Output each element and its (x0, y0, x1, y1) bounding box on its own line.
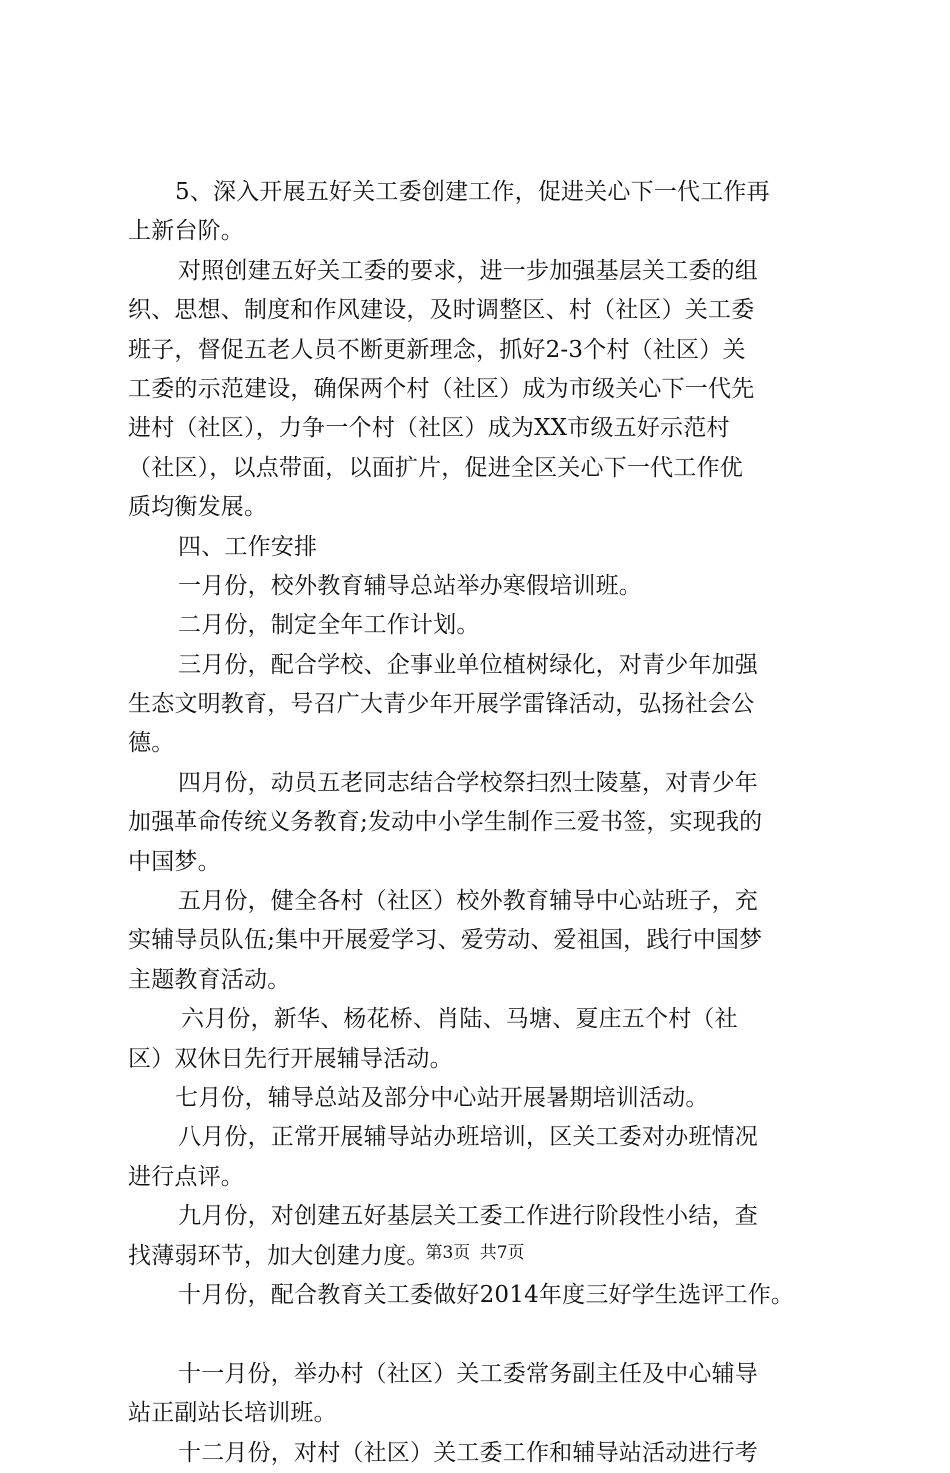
paragraph-line: 加强革命传统义务教育;发动中小学生制作三爱书签，实现我的 (128, 809, 763, 836)
paragraph-line: 九月份，对创建五好基层关工委工作进行阶段性小结，查 (178, 1203, 758, 1230)
section-heading: 四、工作安排 (178, 533, 318, 560)
page-total: 共7页 (479, 1243, 525, 1263)
paragraph-line: 进村（社区），力争一个村（社区）成为XX市级五好示范村 (128, 415, 730, 442)
paragraph-line: 四月份，动员五老同志结合学校祭扫烈士陵墓，对青少年 (178, 769, 758, 796)
paragraph-line: 上新台阶。 (128, 218, 244, 245)
paragraph-line: 德。 (128, 730, 175, 757)
paragraph-line: 找薄弱环节，加大创建力度。 (128, 1242, 430, 1269)
paragraph-line: 七月份，辅导总站及部分中心站开展暑期培训活动。 (175, 1084, 709, 1111)
page-number: 第3页 (425, 1243, 471, 1263)
paragraph-line: 工委的示范建设，确保两个村（社区）成为市级关心下一代先 (128, 375, 755, 402)
blank-line (128, 1315, 838, 1354)
paragraph-line: （社区），以点带面，以面扩片，促进全区关心下一代工作优 (128, 454, 743, 481)
paragraph-line: 进行点评。 (128, 1163, 244, 1190)
paragraph-line: 八月份，正常开展辅导站办班培训，区关工委对办班情况 (178, 1124, 758, 1151)
paragraph-line: 三月份，配合学校、企事业单位植树绿化，对青少年加强 (178, 651, 758, 678)
paragraph-line: 中国梦。 (128, 848, 221, 875)
paragraph-line: 实辅导员队伍;集中开展爱学习、爱劳动、爱祖国，践行中国梦 (128, 927, 763, 954)
paragraph-line: 六月份，新华、杨花桥、肖陆、马塘、夏庄五个村（社 (181, 1006, 738, 1033)
paragraph-line: 对照创建五好关工委的要求，进一步加强基层关工委的组 (178, 257, 758, 284)
paragraph-line: 织、思想、制度和作风建设，及时调整区、村（社区）关工委 (128, 297, 755, 324)
paragraph-line: 班子，督促五老人员不断更新理念，抓好2-3个村（社区）关 (128, 336, 746, 363)
page-footer (0, 1241, 950, 1265)
paragraph-line: 站正副站长培训班。 (128, 1400, 337, 1427)
paragraph-line: 十一月份，举办村（社区）关工委常务副主任及中心辅导 (178, 1360, 758, 1387)
paragraph-line: 主题教育活动。 (128, 966, 291, 993)
paragraph-line: 一月份，校外教育辅导总站举办寒假培训班。 (178, 572, 642, 599)
paragraph-line: 十月份，配合教育关工委做好2014年度三好学生选评工作。 (178, 1281, 795, 1308)
paragraph-line: 质均衡发展。 (128, 494, 268, 521)
paragraph-line: 二月份，制定全年工作计划。 (178, 612, 480, 639)
paragraph-line: 生态文明教育，号召广大青少年开展学雷锋活动，弘扬社会公 (128, 691, 755, 718)
paragraph-line: 十二月份，对村（社区）关工委工作和辅导站活动进行考 (178, 1439, 758, 1466)
paragraph-line: 五月份，健全各村（社区）校外教育辅导中心站班子，充 (178, 888, 758, 915)
paragraph-line: 5、深入开展五好关工委创建工作，促进关心下一代工作再 (175, 179, 770, 205)
paragraph-line: 区）双休日先行开展辅导活动。 (128, 1045, 453, 1072)
document-body (128, 173, 838, 1473)
